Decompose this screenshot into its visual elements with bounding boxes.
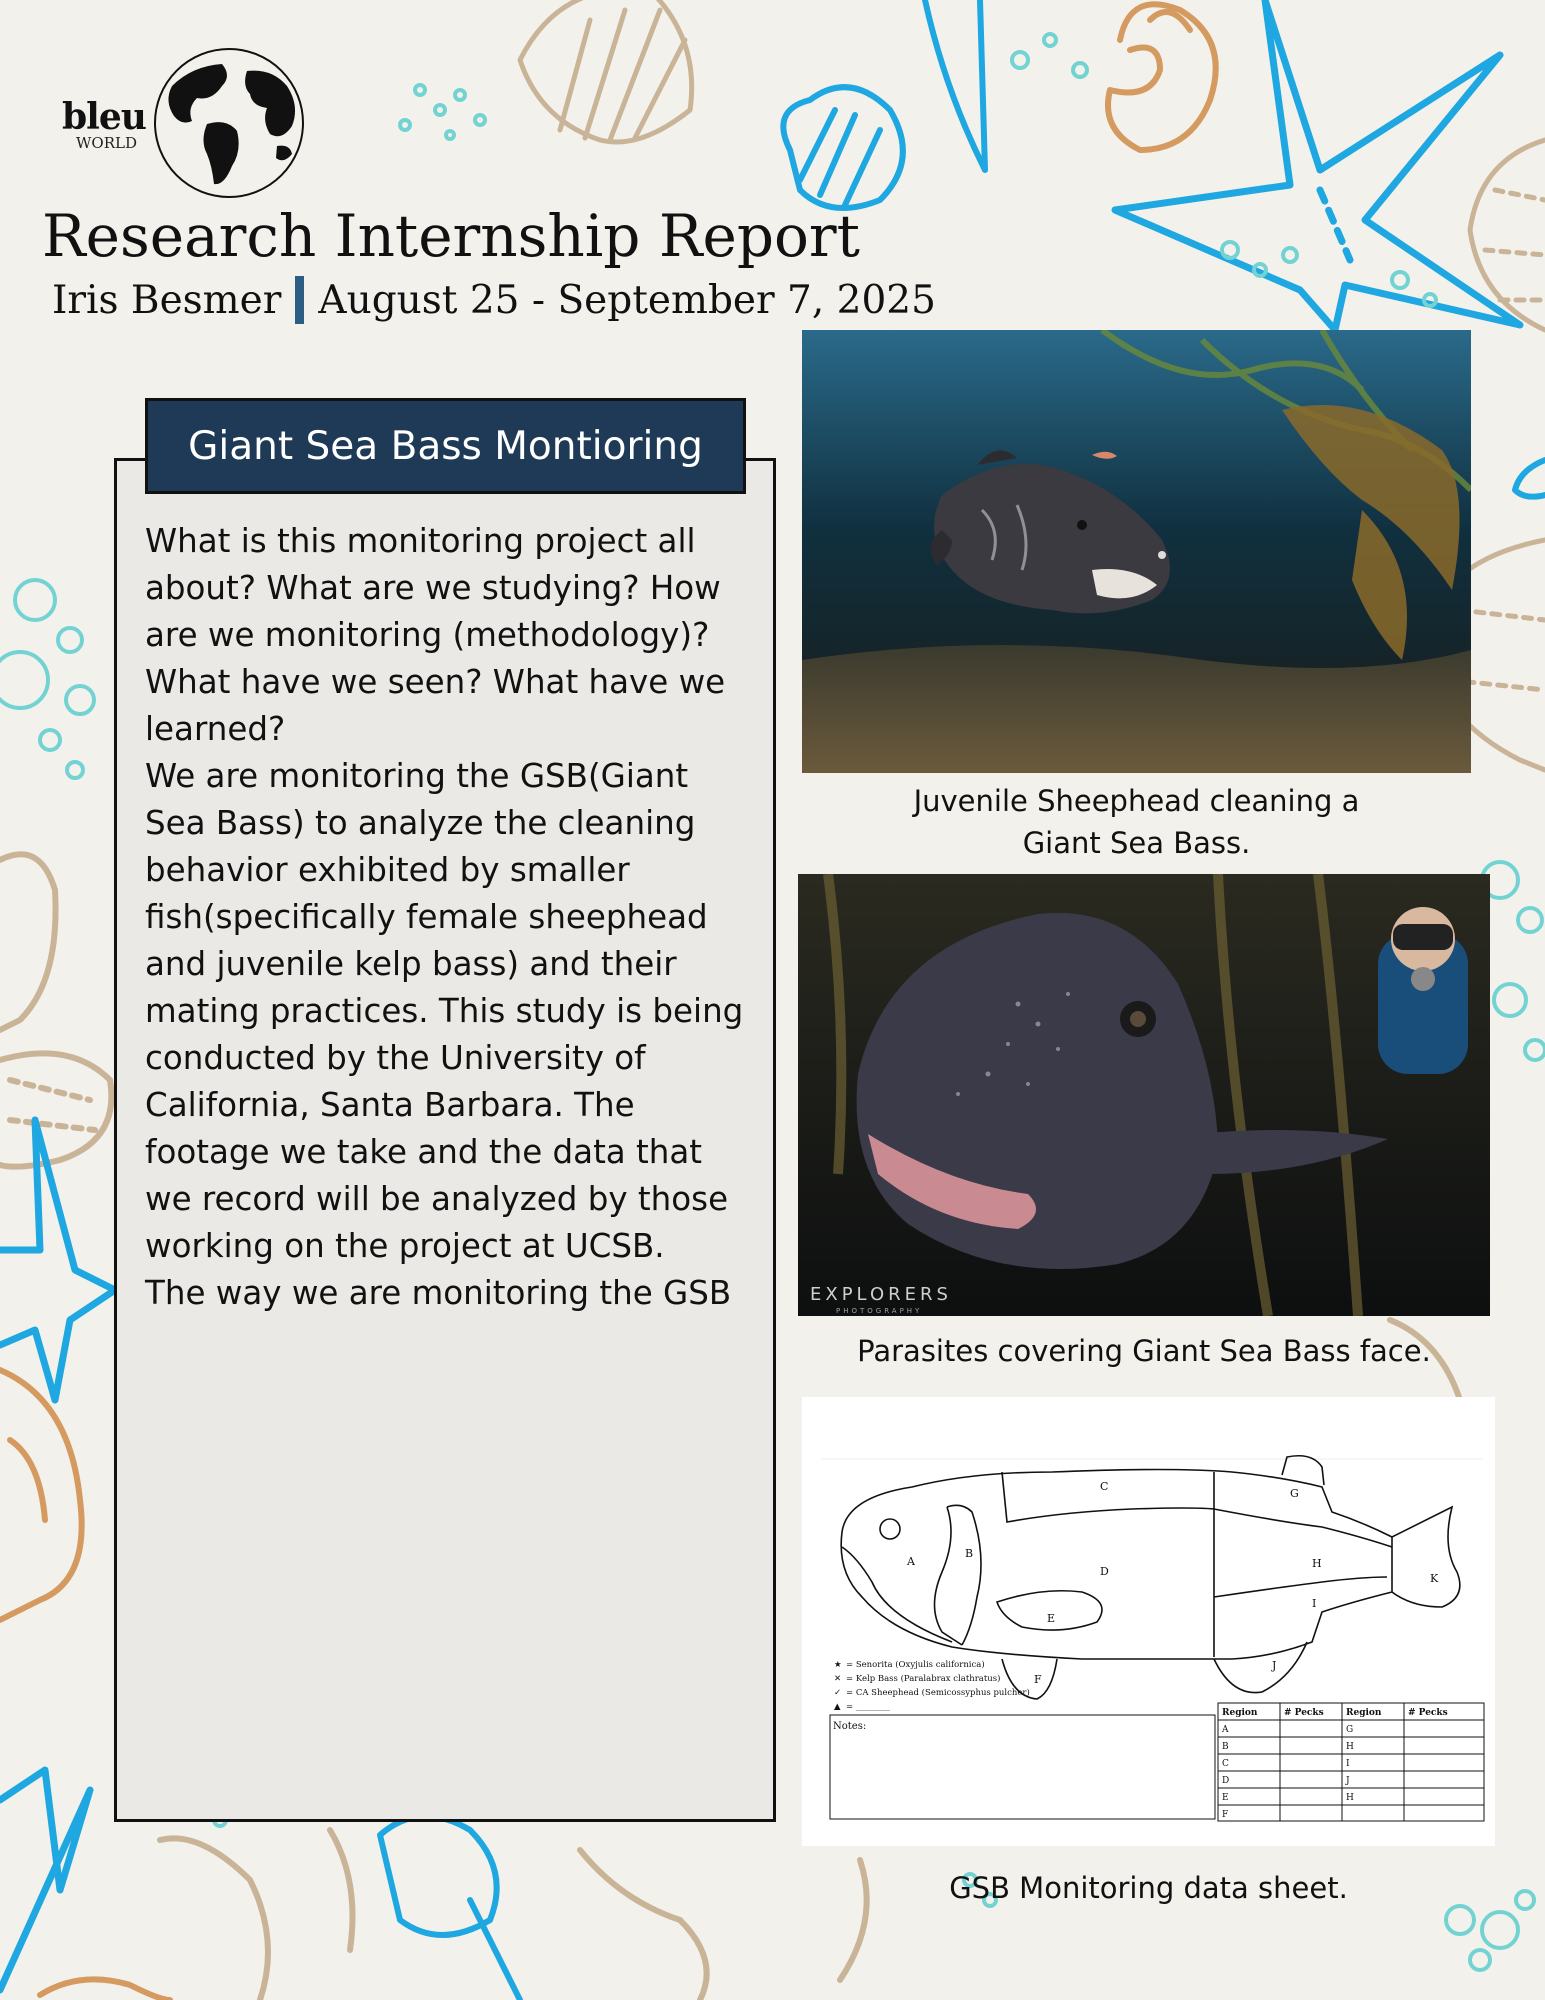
table-cell: F bbox=[1222, 1810, 1229, 1820]
panel-body bbox=[145, 518, 755, 1317]
table-cell: H bbox=[1346, 1793, 1354, 1803]
photo-sheephead-cleaning bbox=[802, 330, 1471, 773]
author-name: Iris Besmer bbox=[52, 277, 282, 323]
legend-label: = Senorita (Oxyjulis californica) bbox=[846, 1660, 985, 1670]
table-cell: I bbox=[1346, 1759, 1350, 1769]
caption-line: Juvenile Sheephead cleaning a bbox=[913, 784, 1360, 818]
fish-region-label: A bbox=[907, 1555, 915, 1568]
caption-line: Giant Sea Bass. bbox=[1022, 826, 1251, 860]
bottom-orange-shell-icon bbox=[40, 1979, 170, 2000]
legend-symbol: ✕ bbox=[834, 1674, 842, 1684]
panel-paragraph: What is this monitoring project all about? What are we studying? How are we monitoring (methodology)? What have we seen? What have we learned? bbox=[145, 522, 726, 748]
table-cell: C bbox=[1222, 1759, 1229, 1769]
scallop-shell-icon bbox=[520, 0, 692, 142]
fish-region-label: D bbox=[1100, 1565, 1109, 1578]
table-cell: B bbox=[1222, 1742, 1229, 1752]
fish-region-label: E bbox=[1047, 1612, 1056, 1625]
legend-symbol: ★ bbox=[834, 1660, 842, 1670]
table-cell: D bbox=[1222, 1776, 1230, 1786]
bleu-world-logo bbox=[62, 46, 307, 201]
legend-label: = Kelp Bass (Paralabrax clathratus) bbox=[846, 1674, 1001, 1684]
tan-shell-left-icon bbox=[0, 854, 111, 1166]
table-cell: E bbox=[1222, 1793, 1229, 1803]
logo-wordmark: bleu bbox=[62, 96, 146, 138]
panel-heading: Giant Sea Bass Montioring bbox=[188, 423, 703, 469]
fish-region-label: G bbox=[1290, 1487, 1299, 1500]
globe-icon bbox=[152, 46, 306, 200]
legend-symbol: ▲ bbox=[834, 1702, 841, 1712]
table-header: # Pecks bbox=[1284, 1708, 1324, 1718]
caption-data-sheet: GSB Monitoring data sheet. bbox=[949, 1871, 1348, 1905]
fish-region-label: K bbox=[1430, 1572, 1439, 1585]
photo-watermark-sub: PHOTOGRAPHY bbox=[836, 1307, 923, 1315]
report-dates: August 25 - September 7, 2025 bbox=[318, 277, 936, 323]
fish-region-label: I bbox=[1312, 1597, 1317, 1610]
panel-paragraph: The way we are monitoring the GSB bbox=[145, 1274, 732, 1312]
gsb-data-sheet bbox=[802, 1397, 1495, 1846]
fish-region-label: H bbox=[1312, 1557, 1322, 1570]
fish-region-label: B bbox=[965, 1547, 974, 1560]
starfish-left-icon bbox=[0, 1120, 115, 1990]
logo-subtitle: WORLD bbox=[76, 134, 137, 152]
table-cell: A bbox=[1222, 1725, 1229, 1735]
caption-photo-2: Parasites covering Giant Sea Bass face. bbox=[857, 1334, 1431, 1368]
legend-symbol: ✓ bbox=[834, 1688, 842, 1698]
table-header: Region bbox=[1346, 1708, 1382, 1718]
fish-region-label: J bbox=[1272, 1659, 1277, 1672]
pecks-table bbox=[1218, 1703, 1484, 1821]
table-header: Region bbox=[1222, 1708, 1258, 1718]
starfish-arm-icon bbox=[925, 0, 985, 170]
caption-photo-1 bbox=[802, 780, 1471, 864]
legend-label: = CA Sheephead (Semicossyphus pulcher) bbox=[846, 1688, 1030, 1698]
data-sheet-drawing bbox=[802, 1397, 1495, 1846]
fish-region-label: C bbox=[1100, 1480, 1109, 1493]
table-cell: H bbox=[1346, 1742, 1354, 1752]
notes-label: Notes: bbox=[833, 1721, 867, 1732]
table-header: # Pecks bbox=[1408, 1708, 1448, 1718]
divider-bar bbox=[295, 276, 304, 324]
table-cell: J bbox=[1346, 1776, 1350, 1786]
legend-label: = ________ bbox=[846, 1702, 890, 1712]
orange-conch-left-icon bbox=[0, 1370, 82, 1620]
panel-heading-box bbox=[145, 398, 746, 494]
fish-region-label: F bbox=[1034, 1673, 1042, 1686]
starfish-icon bbox=[1115, 0, 1520, 330]
conch-shell-icon bbox=[1108, 4, 1216, 150]
fan-shell-icon bbox=[783, 87, 903, 208]
panel-paragraph: We are monitoring the GSB(Giant Sea Bass) to analyze the cleaning behavior exhibited by smaller fish(specifically female sheephead and juvenile kelp bass) and their mating practices. This study is being conducted by the University of California, Santa Barbara. The footage we take and the data that we record will be analyzed by those working on the project at UCSB. bbox=[145, 757, 744, 1265]
photo-watermark: EXPLORERS bbox=[810, 1284, 952, 1305]
report-title: Research Internship Report bbox=[42, 202, 860, 270]
report-subtitle bbox=[52, 276, 936, 324]
table-cell: G bbox=[1346, 1725, 1354, 1735]
photo-parasites-face bbox=[798, 874, 1490, 1316]
